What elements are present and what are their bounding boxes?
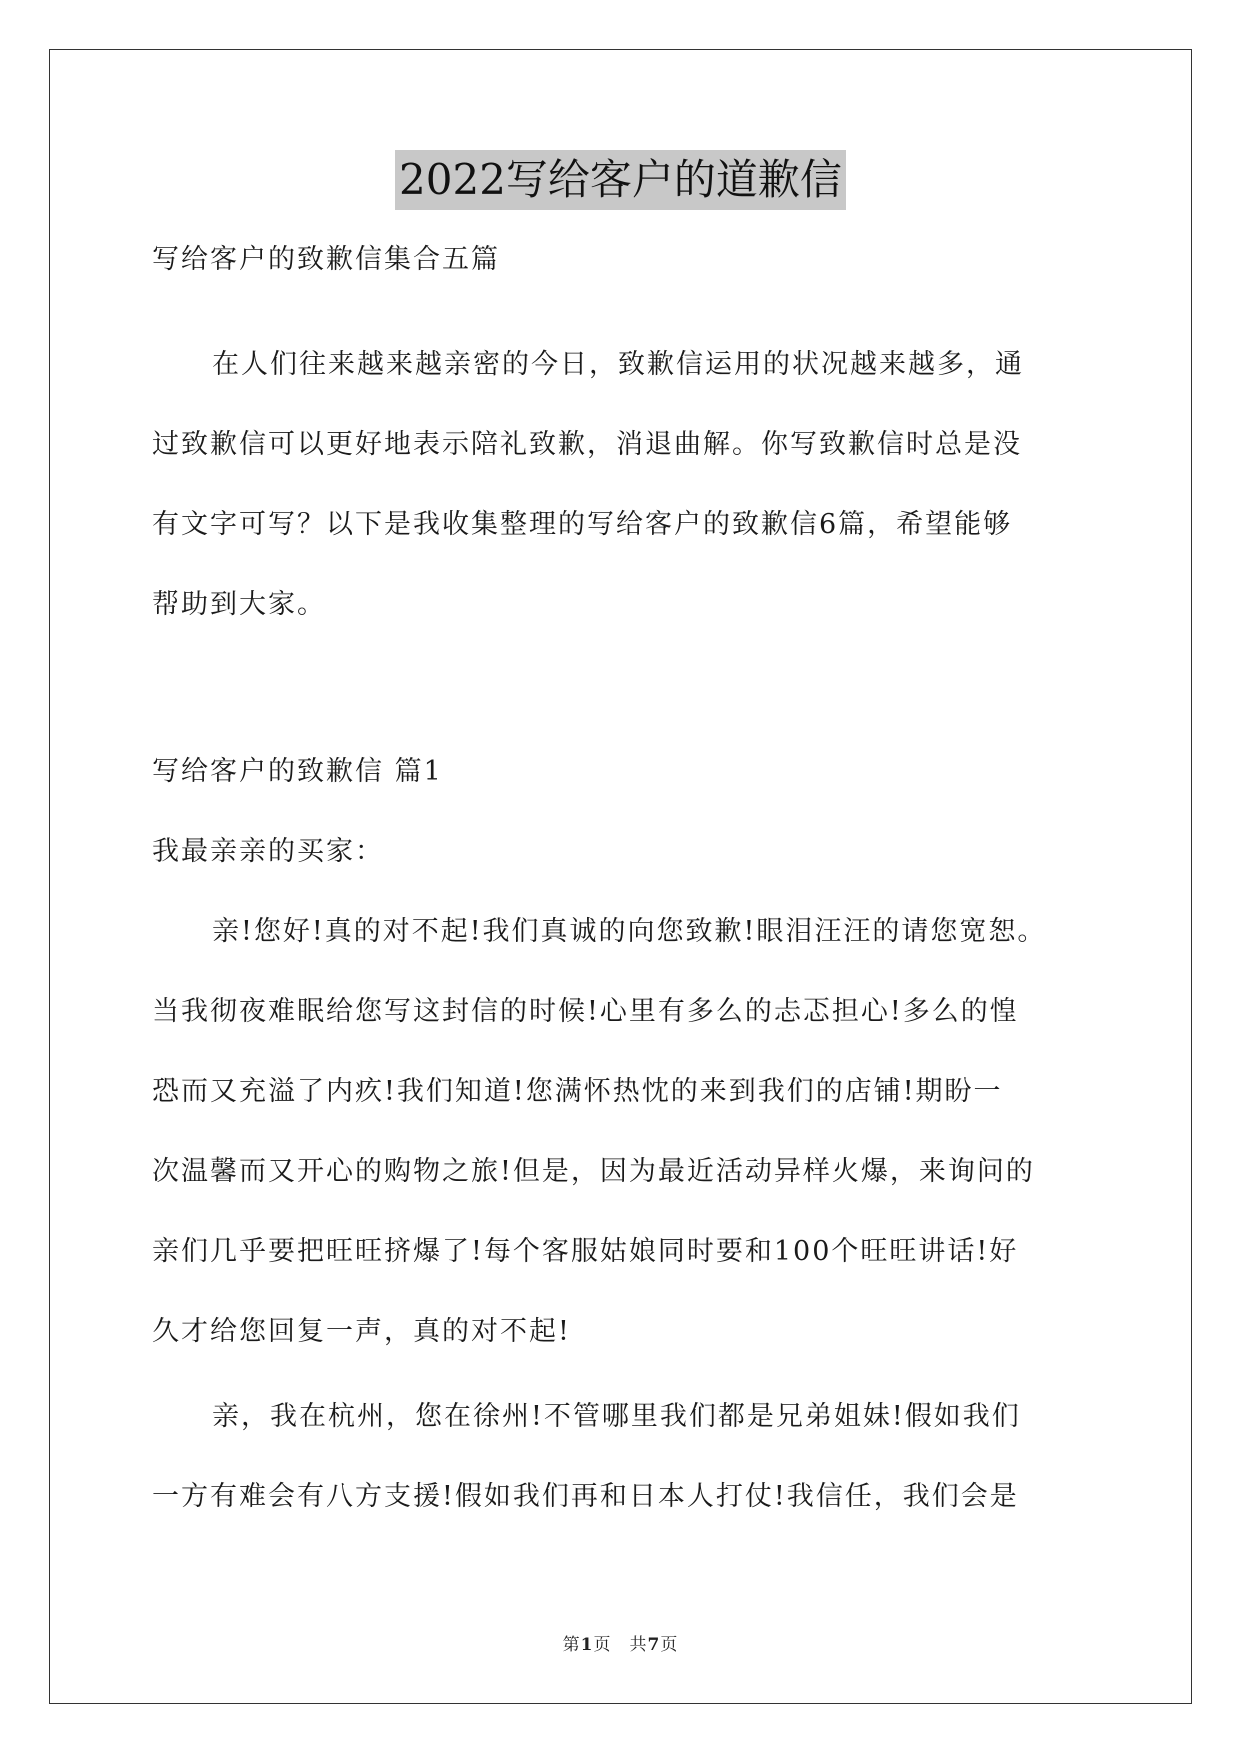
salutation: 我最亲亲的买家： — [152, 836, 384, 867]
paragraph-line: 次温馨而又开心的购物之旅!但是，因为最近活动异样火爆，来询问的 — [152, 1156, 1035, 1187]
paragraph-line: 久才给您回复一声，真的对不起! — [152, 1316, 571, 1347]
paragraph-line: 亲们几乎要把旺旺挤爆了!每个客服姑娘同时要和100个旺旺讲话!好 — [152, 1236, 1019, 1267]
total-pages: 7 — [647, 1635, 661, 1655]
page-number: 1 — [580, 1635, 594, 1655]
intro-line: 有文字可写？以下是我收集整理的写给客户的致歉信6篇，希望能够 — [152, 509, 1013, 540]
intro-line: 在人们往来越来越亲密的今日，致歉信运用的状况越来越多，通 — [212, 349, 1024, 380]
footer-middle: 页 共 — [593, 1635, 648, 1655]
page-border — [49, 49, 1192, 1704]
footer-suffix: 页 — [660, 1635, 679, 1655]
paragraph-line: 一方有难会有八方支援!假如我们再和日本人打仗!我信任，我们会是 — [152, 1481, 1019, 1512]
page-footer — [0, 1630, 1241, 1655]
footer-prefix: 第 — [562, 1635, 581, 1655]
intro-line: 过致歉信可以更好地表示陪礼致歉，消退曲解。你写致歉信时总是没 — [152, 429, 1022, 460]
paragraph-line: 亲，我在杭州，您在徐州!不管哪里我们都是兄弟姐妹!假如我们 — [212, 1401, 1021, 1432]
paragraph-line: 亲!您好!真的对不起!我们真诚的向您致歉!眼泪汪汪的请您宽恕。 — [212, 916, 1047, 947]
subtitle: 写给客户的致歉信集合五篇 — [152, 244, 500, 275]
section-heading: 写给客户的致歉信 篇1 — [152, 756, 443, 787]
paragraph-line: 恐而又充溢了内疚!我们知道!您满怀热忱的来到我们的店铺!期盼一 — [152, 1076, 1003, 1107]
document-title — [0, 150, 1241, 210]
paragraph-line: 当我彻夜难眠给您写这封信的时候!心里有多么的忐忑担心!多么的惶 — [152, 996, 1019, 1027]
intro-line: 帮助到大家。 — [152, 589, 326, 620]
title-text: 2022写给客户的道歉信 — [395, 150, 846, 210]
